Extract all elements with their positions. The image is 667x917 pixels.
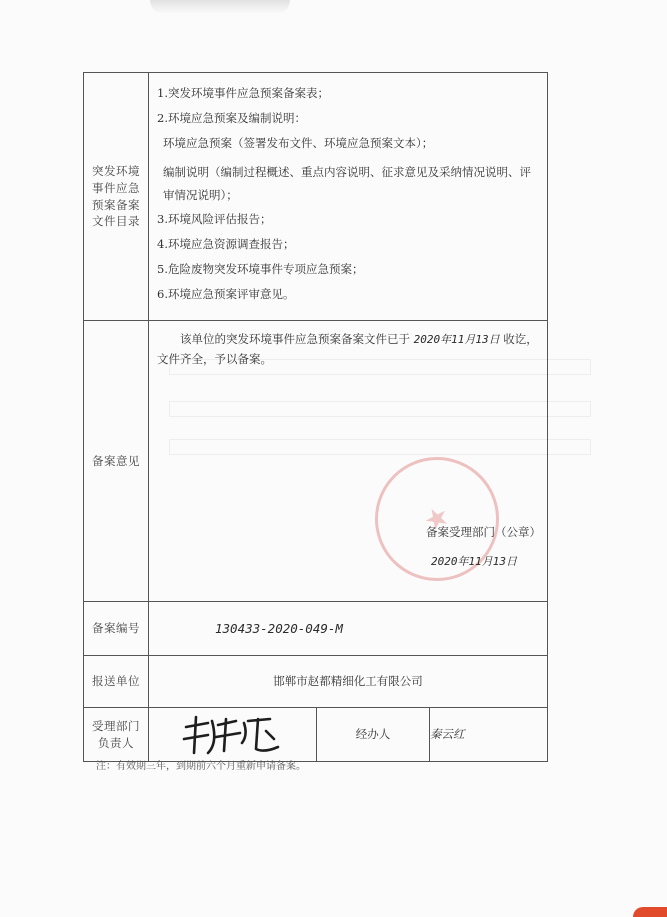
- directory-label: 突发环境 事件应急 预案备案 文件目录: [84, 73, 149, 321]
- directory-row: [84, 73, 548, 321]
- handler-signature: 秦云红: [430, 708, 548, 762]
- record-number-row: [84, 602, 548, 656]
- scan-shadow: [150, 0, 290, 14]
- directory-content: [149, 73, 548, 321]
- submitting-unit-label: 报送单位: [84, 656, 149, 708]
- scan-corner-mark: [633, 907, 667, 917]
- list-item: 6.环境应急预案评审意见。: [157, 287, 295, 302]
- list-item: 编制说明（编制过程概述、重点内容说明、征求意见及采纳情况说明、评审情况说明）；: [163, 164, 531, 202]
- opinion-row: [84, 321, 548, 602]
- leader-signature-image: [178, 713, 288, 757]
- record-number-value: 130433-2020-049-M: [215, 621, 343, 636]
- show-through-line: [169, 401, 591, 417]
- show-through-line: [169, 439, 591, 455]
- handwritten-sign-date: 2020年11月13日: [431, 555, 518, 568]
- opinion-label: 备案意见: [84, 321, 149, 602]
- document-list: [149, 73, 547, 315]
- validity-footnote: 注：有效期三年，到期前六个月重新申请备案。: [96, 761, 306, 772]
- filing-form-table: [83, 72, 548, 762]
- list-item: 环境应急预案（签署发布文件、环境应急预案文本）；: [163, 136, 434, 151]
- list-item: 1.突发环境事件应急预案备案表；: [157, 86, 329, 100]
- record-number-label: 备案编号: [84, 602, 149, 656]
- list-item: 4.环境应急资源调查报告；: [157, 236, 295, 251]
- seal-star-icon: ★: [417, 497, 456, 539]
- leader-label: 受理部门 负责人: [84, 708, 149, 762]
- leader-signature-cell: [149, 708, 317, 762]
- filing-department-label: 备案受理部门（公章）: [426, 525, 542, 539]
- opinion-text: 该单位的突发环境事件应急预案备案文件已于 2020年11月13日 收讫，文件齐全，予以备案。: [157, 332, 538, 367]
- opinion-content: [149, 321, 548, 602]
- list-item: 5.危险废物突发环境事件专项应急预案；: [157, 261, 364, 276]
- leader-row: [84, 708, 548, 762]
- record-number-cell: [149, 602, 548, 656]
- list-item: 2.环境应急预案及编制说明：: [157, 111, 306, 126]
- handler-label: 经办人: [317, 708, 430, 762]
- official-seal: [353, 435, 521, 603]
- handwritten-receipt-date: 2020年11月13日: [413, 333, 500, 346]
- list-item: 3.环境风险评估报告；: [157, 211, 272, 226]
- submitting-unit-row: [84, 656, 548, 708]
- submitting-unit-value: 邯郸市赵都精细化工有限公司: [149, 656, 548, 708]
